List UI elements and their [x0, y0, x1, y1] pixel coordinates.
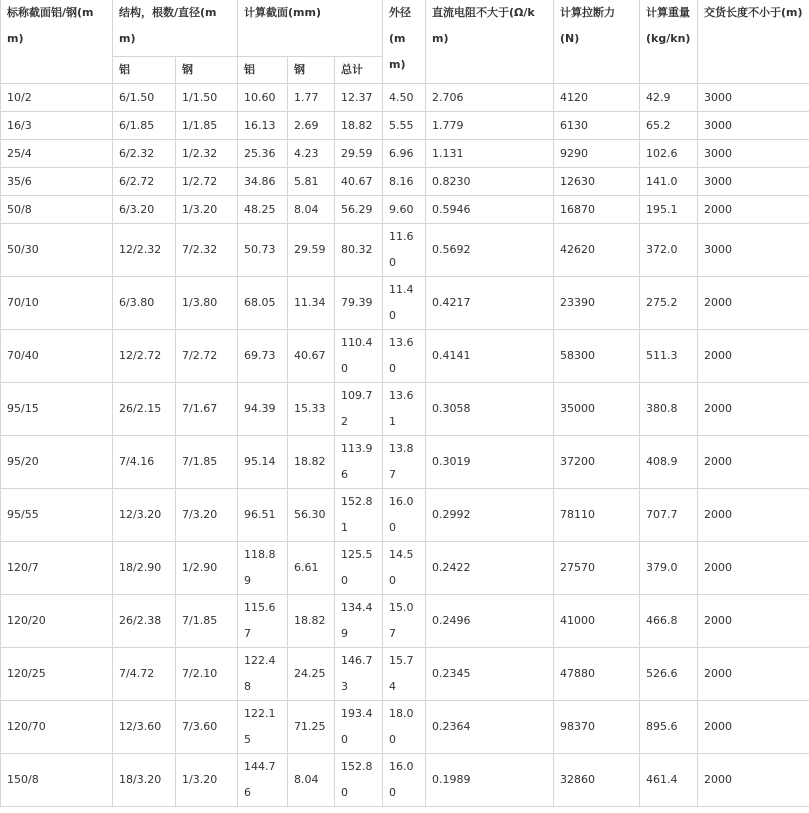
cell-outer: 11.60: [383, 224, 426, 277]
cell-resistance: 0.2496: [426, 595, 554, 648]
cell-total: 79.39: [335, 277, 383, 330]
subheader-section-aluminum: 铝: [238, 57, 288, 84]
cell-weight: 65.2: [640, 112, 698, 140]
table-row: [1, 140, 809, 168]
cell-section-al: 115.67: [238, 595, 288, 648]
subheader-section-steel: 钢: [288, 57, 335, 84]
cell-section-al: 25.36: [238, 140, 288, 168]
cell-section-st: 11.34: [288, 277, 335, 330]
cell-resistance: 1.779: [426, 112, 554, 140]
cell-name: 16/3: [1, 112, 113, 140]
cell-weight: 461.4: [640, 754, 698, 807]
cell-resistance: 0.5692: [426, 224, 554, 277]
cell-tension: 27570: [554, 542, 640, 595]
cell-length: 2000: [698, 542, 809, 595]
cell-st: 7/1.85: [176, 595, 238, 648]
cell-section-st: 8.04: [288, 196, 335, 224]
table-row: [1, 277, 809, 330]
cell-section-al: 69.73: [238, 330, 288, 383]
cell-st: 7/2.32: [176, 224, 238, 277]
cell-tension: 6130: [554, 112, 640, 140]
cell-weight: 707.7: [640, 489, 698, 542]
cell-outer: 4.50: [383, 84, 426, 112]
table-row: [1, 383, 809, 436]
cell-name: 25/4: [1, 140, 113, 168]
subheader-steel: 钢: [176, 57, 238, 84]
cell-name: 50/30: [1, 224, 113, 277]
cell-name: 120/7: [1, 542, 113, 595]
cell-outer: 11.40: [383, 277, 426, 330]
cell-length: 2000: [698, 701, 809, 754]
cell-tension: 78110: [554, 489, 640, 542]
cell-length: 2000: [698, 595, 809, 648]
cell-section-al: 122.15: [238, 701, 288, 754]
cell-tension: 37200: [554, 436, 640, 489]
table-row: [1, 196, 809, 224]
cell-resistance: 0.4217: [426, 277, 554, 330]
cell-length: 3000: [698, 168, 809, 196]
cell-section-al: 96.51: [238, 489, 288, 542]
cell-resistance: 0.2345: [426, 648, 554, 701]
cell-section-al: 94.39: [238, 383, 288, 436]
cell-section-st: 8.04: [288, 754, 335, 807]
cell-total: 12.37: [335, 84, 383, 112]
cell-section-al: 68.05: [238, 277, 288, 330]
cell-weight: 466.8: [640, 595, 698, 648]
cell-section-st: 4.23: [288, 140, 335, 168]
cell-al: 6/2.72: [113, 168, 176, 196]
cell-st: 1/1.50: [176, 84, 238, 112]
cell-outer: 6.96: [383, 140, 426, 168]
cell-total: 125.50: [335, 542, 383, 595]
cell-al: 6/2.32: [113, 140, 176, 168]
cell-section-st: 1.77: [288, 84, 335, 112]
header-weight: 计算重量(kg/kn): [640, 0, 698, 84]
cell-name: 50/8: [1, 196, 113, 224]
cell-outer: 18.00: [383, 701, 426, 754]
cell-tension: 98370: [554, 701, 640, 754]
cell-weight: 195.1: [640, 196, 698, 224]
cell-name: 150/8: [1, 754, 113, 807]
cell-name: 70/40: [1, 330, 113, 383]
header-section: 计算截面(mm): [238, 0, 383, 57]
cell-total: 18.82: [335, 112, 383, 140]
cell-st: 1/2.90: [176, 542, 238, 595]
cell-section-al: 118.89: [238, 542, 288, 595]
cell-tension: 35000: [554, 383, 640, 436]
cell-length: 2000: [698, 383, 809, 436]
cell-section-st: 56.30: [288, 489, 335, 542]
cell-weight: 42.9: [640, 84, 698, 112]
cell-weight: 408.9: [640, 436, 698, 489]
table-row: [1, 754, 809, 807]
cell-resistance: 0.2364: [426, 701, 554, 754]
cell-st: 1/3.80: [176, 277, 238, 330]
table-row: [1, 489, 809, 542]
cell-name: 70/10: [1, 277, 113, 330]
cell-st: 1/1.85: [176, 112, 238, 140]
table-row: [1, 436, 809, 489]
cell-al: 12/2.72: [113, 330, 176, 383]
cell-outer: 16.00: [383, 754, 426, 807]
cell-length: 2000: [698, 330, 809, 383]
header-tension: 计算拉断力(N): [554, 0, 640, 84]
cell-weight: 895.6: [640, 701, 698, 754]
cell-section-st: 71.25: [288, 701, 335, 754]
header-outer: 外径(mm): [383, 0, 426, 84]
table-row: [1, 112, 809, 140]
cell-section-st: 15.33: [288, 383, 335, 436]
cell-al: 26/2.15: [113, 383, 176, 436]
cell-section-st: 5.81: [288, 168, 335, 196]
cell-length: 3000: [698, 112, 809, 140]
cell-al: 6/3.20: [113, 196, 176, 224]
cell-resistance: 1.131: [426, 140, 554, 168]
cell-total: 152.80: [335, 754, 383, 807]
cell-al: 6/1.50: [113, 84, 176, 112]
cell-tension: 58300: [554, 330, 640, 383]
cell-al: 18/2.90: [113, 542, 176, 595]
cell-total: 113.96: [335, 436, 383, 489]
cell-st: 1/2.72: [176, 168, 238, 196]
table-row: [1, 542, 809, 595]
cell-al: 7/4.72: [113, 648, 176, 701]
cell-weight: 526.6: [640, 648, 698, 701]
cell-outer: 13.61: [383, 383, 426, 436]
cell-tension: 47880: [554, 648, 640, 701]
cell-tension: 23390: [554, 277, 640, 330]
cell-total: 80.32: [335, 224, 383, 277]
cell-tension: 9290: [554, 140, 640, 168]
cell-name: 120/25: [1, 648, 113, 701]
cell-length: 2000: [698, 196, 809, 224]
cell-al: 12/3.60: [113, 701, 176, 754]
cell-outer: 8.16: [383, 168, 426, 196]
subheader-aluminum: 铝: [113, 57, 176, 84]
cell-length: 2000: [698, 489, 809, 542]
cell-al: 12/2.32: [113, 224, 176, 277]
cell-total: 193.40: [335, 701, 383, 754]
cell-length: 2000: [698, 648, 809, 701]
cell-st: 1/3.20: [176, 196, 238, 224]
cell-al: 26/2.38: [113, 595, 176, 648]
cell-name: 95/20: [1, 436, 113, 489]
cell-tension: 41000: [554, 595, 640, 648]
cell-st: 1/3.20: [176, 754, 238, 807]
cell-st: 7/3.20: [176, 489, 238, 542]
table-row: [1, 701, 809, 754]
cell-weight: 102.6: [640, 140, 698, 168]
cell-total: 146.73: [335, 648, 383, 701]
cell-section-al: 10.60: [238, 84, 288, 112]
cell-outer: 14.50: [383, 542, 426, 595]
cell-outer: 15.74: [383, 648, 426, 701]
cell-length: 2000: [698, 436, 809, 489]
cell-weight: 275.2: [640, 277, 698, 330]
cell-name: 120/20: [1, 595, 113, 648]
cell-resistance: 0.3019: [426, 436, 554, 489]
cell-outer: 16.00: [383, 489, 426, 542]
cell-st: 7/2.72: [176, 330, 238, 383]
cell-weight: 511.3: [640, 330, 698, 383]
cell-name: 10/2: [1, 84, 113, 112]
cell-section-st: 24.25: [288, 648, 335, 701]
cell-resistance: 0.2992: [426, 489, 554, 542]
cell-total: 56.29: [335, 196, 383, 224]
cell-length: 2000: [698, 277, 809, 330]
cell-section-st: 2.69: [288, 112, 335, 140]
table-row: [1, 648, 809, 701]
cell-al: 6/1.85: [113, 112, 176, 140]
cell-name: 120/70: [1, 701, 113, 754]
cell-tension: 32860: [554, 754, 640, 807]
cell-section-al: 16.13: [238, 112, 288, 140]
cell-outer: 13.60: [383, 330, 426, 383]
cell-section-al: 144.76: [238, 754, 288, 807]
cell-total: 134.49: [335, 595, 383, 648]
cell-resistance: 0.1989: [426, 754, 554, 807]
cell-outer: 5.55: [383, 112, 426, 140]
cell-outer: 13.87: [383, 436, 426, 489]
cell-resistance: 0.4141: [426, 330, 554, 383]
cell-st: 7/1.67: [176, 383, 238, 436]
cell-total: 110.40: [335, 330, 383, 383]
cell-outer: 15.07: [383, 595, 426, 648]
header-resistance: 直流电阻不大于(Ω/km): [426, 0, 554, 84]
cell-section-al: 122.48: [238, 648, 288, 701]
cell-total: 152.81: [335, 489, 383, 542]
cell-section-al: 34.86: [238, 168, 288, 196]
header-structure: 结构，根数/直径(mm): [113, 0, 238, 57]
cell-weight: 372.0: [640, 224, 698, 277]
cell-length: 3000: [698, 140, 809, 168]
header-name: 标称截面铝/钢(mm): [1, 0, 113, 84]
cell-section-st: 18.82: [288, 436, 335, 489]
cell-tension: 16870: [554, 196, 640, 224]
cell-al: 12/3.20: [113, 489, 176, 542]
cell-section-st: 29.59: [288, 224, 335, 277]
cell-total: 40.67: [335, 168, 383, 196]
cell-length: 2000: [698, 754, 809, 807]
cell-al: 6/3.80: [113, 277, 176, 330]
header-row-1: [1, 0, 809, 57]
table-row: [1, 168, 809, 196]
cell-weight: 379.0: [640, 542, 698, 595]
header-length: 交货长度不小于(m): [698, 0, 809, 84]
cell-section-st: 40.67: [288, 330, 335, 383]
cell-tension: 12630: [554, 168, 640, 196]
table-row: [1, 224, 809, 277]
cell-total: 29.59: [335, 140, 383, 168]
cell-resistance: 0.2422: [426, 542, 554, 595]
cell-st: 1/2.32: [176, 140, 238, 168]
cell-st: 7/3.60: [176, 701, 238, 754]
cell-section-al: 95.14: [238, 436, 288, 489]
cell-name: 95/15: [1, 383, 113, 436]
cell-weight: 141.0: [640, 168, 698, 196]
cell-length: 3000: [698, 224, 809, 277]
cell-weight: 380.8: [640, 383, 698, 436]
cell-section-st: 6.61: [288, 542, 335, 595]
table-row: [1, 330, 809, 383]
cell-resistance: 0.5946: [426, 196, 554, 224]
cell-st: 7/2.10: [176, 648, 238, 701]
cell-al: 18/3.20: [113, 754, 176, 807]
table-row: [1, 595, 809, 648]
cell-resistance: 0.8230: [426, 168, 554, 196]
cell-length: 3000: [698, 84, 809, 112]
cell-outer: 9.60: [383, 196, 426, 224]
cell-resistance: 2.706: [426, 84, 554, 112]
subheader-section-total: 总计: [335, 57, 383, 84]
cell-section-st: 18.82: [288, 595, 335, 648]
cell-section-al: 48.25: [238, 196, 288, 224]
cell-section-al: 50.73: [238, 224, 288, 277]
cell-tension: 4120: [554, 84, 640, 112]
cell-name: 95/55: [1, 489, 113, 542]
cell-al: 7/4.16: [113, 436, 176, 489]
cell-total: 109.72: [335, 383, 383, 436]
cell-name: 35/6: [1, 168, 113, 196]
cell-resistance: 0.3058: [426, 383, 554, 436]
table-row: [1, 84, 809, 112]
cell-tension: 42620: [554, 224, 640, 277]
cell-st: 7/1.85: [176, 436, 238, 489]
